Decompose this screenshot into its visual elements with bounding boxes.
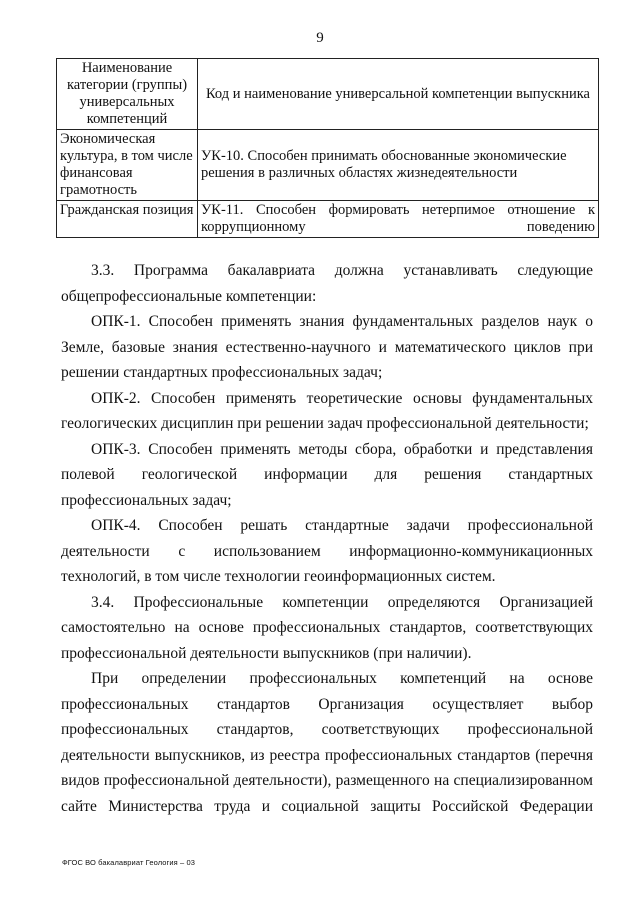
- table-row: [57, 201, 599, 238]
- paragraph-professional-standards: При определении профессиональных компетенций на основе профессиональных стандартов Организация осуществляет выбор профессиональных стандартов, соответствующих профессиональной деятельности выпускников, из реестра профессиональных стандартов (перечня видов профессиональной деятельности), размещенного на специализированном сайте Министерства труда и социальной защиты Российской Федерации: [61, 670, 593, 815]
- header-competence: Код и наименование универсальной компетенции выпускника: [198, 59, 599, 130]
- competence-table: [56, 58, 599, 238]
- paragraph-opk-4: ОПК-4. Способен решать стандартные задачи профессиональной деятельности с использованием информационно-коммуникационных технологий, в том числе технологии геоинформационных систем.: [61, 517, 593, 585]
- paragraph-3-3: 3.3. Программа бакалавриата должна устанавливать следующие общепрофессиональные компетенции:: [61, 262, 593, 305]
- header-category: Наименование категории (группы) универсальных компетенций: [57, 59, 198, 130]
- row-competence: УК-10. Способен принимать обоснованные экономические решения в различных областях жизнедеятельности: [198, 130, 599, 201]
- paragraph-opk-1: ОПК-1. Способен применять знания фундаментальных разделов наук о Земле, базовые знания естественно-научного и математического циклов при решении стандартных профессиональных задач;: [61, 313, 593, 381]
- paragraph-opk-3: ОПК-3. Способен применять методы сбора, обработки и представления полевой геологической информации для решения стандартных профессиональных задач;: [61, 440, 593, 509]
- table-row: [57, 130, 599, 201]
- table-header-row: [57, 59, 599, 130]
- paragraph-opk-2: ОПК-2. Способен применять теоретические основы фундаментальных геологических дисциплин при решении задач профессиональной деятельности;: [61, 389, 593, 432]
- row-category: Гражданская позиция: [57, 201, 198, 238]
- paragraph-3-4: 3.4. Профессиональные компетенции определяются Организацией самостоятельно на основе профессиональных стандартов, соответствующих профессиональной деятельности выпускников (при наличии).: [61, 593, 593, 662]
- footer: ФГОС ВО бакалавриат Геология – 03: [62, 858, 196, 867]
- row-competence: УК-11. Способен формировать нетерпимое отношение к коррупционному поведению: [198, 201, 599, 238]
- row-category: Экономическая культура, в том числе финансовая грамотность: [57, 130, 198, 201]
- body-text: [61, 258, 593, 819]
- page-number: 9: [316, 30, 324, 46]
